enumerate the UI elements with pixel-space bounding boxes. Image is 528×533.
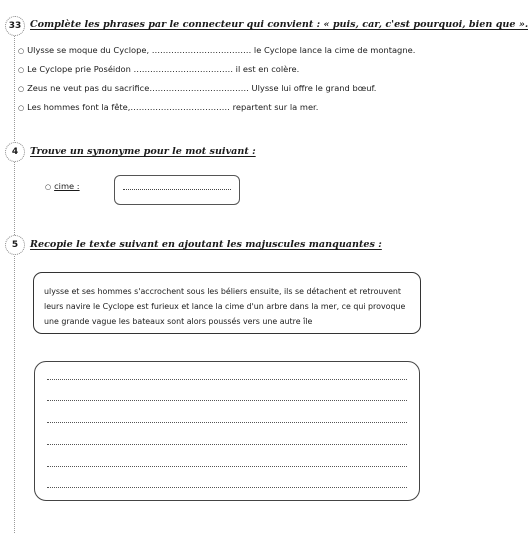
synonym-word-label bbox=[45, 181, 80, 191]
sentence-4-text[interactable]: Les hommes font la fête,……………………………… repartent sur la mer. bbox=[27, 102, 319, 112]
bullet-icon: ○ bbox=[18, 47, 25, 55]
source-text-line-1: ulysse et ses hommes s'accrochent sous les béliers ensuite, ils se détachent et retrouvent bbox=[44, 287, 402, 296]
source-text-box bbox=[33, 272, 421, 334]
answer-line[interactable] bbox=[47, 422, 407, 423]
copy-answer-box[interactable] bbox=[34, 361, 420, 501]
sentence-4 bbox=[18, 102, 318, 112]
sentence-1-text[interactable]: Ulysse se moque du Cyclope, ……………………………… le Cyclope lance la cime de montagne. bbox=[27, 45, 416, 55]
answer-line[interactable] bbox=[47, 487, 407, 488]
bullet-icon: ○ bbox=[18, 104, 25, 112]
sentence-2 bbox=[18, 64, 299, 74]
sentence-3 bbox=[18, 83, 376, 93]
answer-line[interactable] bbox=[47, 400, 407, 401]
margin-dotted-line bbox=[14, 26, 15, 533]
answer-dotted-line bbox=[123, 189, 231, 190]
source-text-line-2: leurs navire le Cyclope est furieux et lance la cime d'un arbre dans la mer, ce qui provoque bbox=[44, 302, 406, 311]
exercise-5-number: 5 bbox=[5, 235, 25, 255]
exercise-5-instruction: Recopie le texte suivant en ajoutant les majuscules manquantes : bbox=[30, 239, 382, 250]
synonym-word: cime : bbox=[54, 181, 80, 191]
sentence-3-text[interactable]: Zeus ne veut pas du sacrifice……………………………… Ulysse lui offre le grand bœuf. bbox=[27, 83, 377, 93]
answer-line[interactable] bbox=[47, 444, 407, 445]
bullet-icon: ○ bbox=[45, 183, 52, 191]
synonym-answer-box[interactable] bbox=[114, 175, 240, 205]
exercise-33-instruction: Complète les phrases par le connecteur qui convient : « puis, car, c'est pourquoi, bien que ». bbox=[30, 19, 528, 30]
source-text-line-3: une grande vague les bateaux sont alors poussés vers une autre île bbox=[44, 317, 313, 326]
sentence-1 bbox=[18, 45, 415, 55]
exercise-4-number: 4 bbox=[5, 142, 25, 162]
sentence-2-text[interactable]: Le Cyclope prie Poséidon ……………………………… il est en colère. bbox=[27, 64, 300, 74]
answer-line[interactable] bbox=[47, 466, 407, 467]
bullet-icon: ○ bbox=[18, 66, 25, 74]
answer-line[interactable] bbox=[47, 379, 407, 380]
bullet-icon: ○ bbox=[18, 85, 25, 93]
exercise-33-number: 33 bbox=[5, 16, 25, 36]
exercise-4-instruction: Trouve un synonyme pour le mot suivant : bbox=[30, 146, 256, 157]
